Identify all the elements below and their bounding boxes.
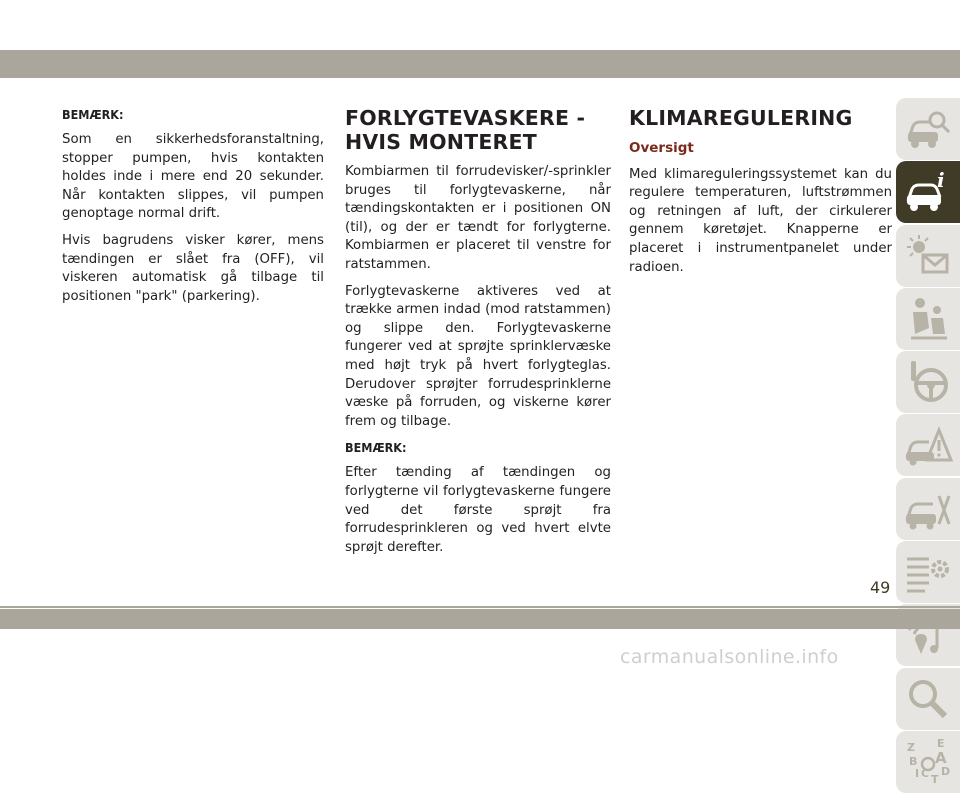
tab-search-index[interactable] [896,668,960,730]
bottom-rule [0,606,960,608]
note-label: BEMÆRK: [345,440,407,456]
tab-alphabet-index[interactable] [896,731,960,793]
watermark: carmanualsonline.info [620,646,839,668]
search-index-icon [903,674,953,724]
paragraph: Forlygtevaskerne aktiveres ved at trække armen indad (mod ratstammen) og slippe den. Forlygtevaskerne fungerer ved at sprøjte sprinklervæske med højt tryk på hvert forlygteglas. Derudover sprøjter forrudesprinklerne væske på forruden, og viskerne kører frem og tilbage. [345,283,611,429]
tab-warning-lights[interactable] [896,225,960,287]
car-service-tools-icon [903,484,953,534]
specifications-gear-icon [903,547,953,597]
seat-airbag-child-icon [903,294,953,344]
paragraph: Kombiarmen til forrudevisker/-sprinkler bruges til forlygtevaskerne, når tændingskontakten er i positionen ON (til), og der er tændt for forlygterne. Kombiarmen er placeret til venstre for ratstammen. [345,164,611,272]
sub-heading: Oversigt [629,140,694,156]
page-number: 49 [870,578,891,597]
svg-text:i: i [937,168,945,193]
index-letter: C [921,766,930,780]
column-left [62,106,324,314]
index-letter: D [941,764,951,778]
steering-wheel-icon [903,357,953,407]
index-letter: Z [907,740,915,754]
note-label: BEMÆRK: [62,107,124,122]
car-search-icon [903,104,953,154]
paragraph: Med klimareguleringssystemet kan du regulere temperaturen, luftstrømmen og retningen af luft, der cirkulerer gennem køretøjet. Knapperne er placeret i instrumentpanelet under radioen. [629,166,892,275]
car-breakdown-warning-icon [903,420,953,470]
tab-safety[interactable] [896,288,960,350]
column-middle [345,106,611,565]
column-right [629,106,892,285]
note-text: Som en sikkerhedsforanstaltning, stopper pumpen, hvis kontakten holdes inde i mere end 20 sekunder. Når kontakten slippes, vil pumpen genoptage normal drift. [62,132,324,222]
index-letter: E [937,736,945,750]
note-text: Efter tænding af tændingen og forlygterne vil forlygtevaskerne fungere ved det første sprøjt fra forrudesprinkleren og ved hvert elvte sprøjt derefter. [345,465,611,555]
tab-breakdown[interactable] [896,414,960,476]
alphabet-index-icon [903,737,953,787]
car-info-icon [903,167,953,217]
section-heading: FORLYGTEVASKERE - HVIS MONTERET [345,106,586,154]
index-letter: T [931,772,939,786]
tab-specifications[interactable] [896,541,960,603]
tab-steering-wheel[interactable] [896,351,960,413]
tab-car-search[interactable] [896,98,960,160]
bottom-band [0,609,960,629]
tab-service[interactable] [896,478,960,540]
section-heading: KLIMAREGULERING [629,106,853,130]
index-letter: A [935,748,947,767]
top-band [0,50,960,78]
index-letter: B [909,754,918,768]
paragraph: Hvis bagrudens visker kører, mens tændingen er slået fra (OFF), vil viskeren automatisk gå tilbage til positionen "park" (parkering). [62,232,324,304]
chapter-tab-sidebar [896,98,960,794]
warning-lights-message-icon [903,231,953,281]
index-letter: I [915,766,920,780]
tab-car-info[interactable] [896,161,960,223]
